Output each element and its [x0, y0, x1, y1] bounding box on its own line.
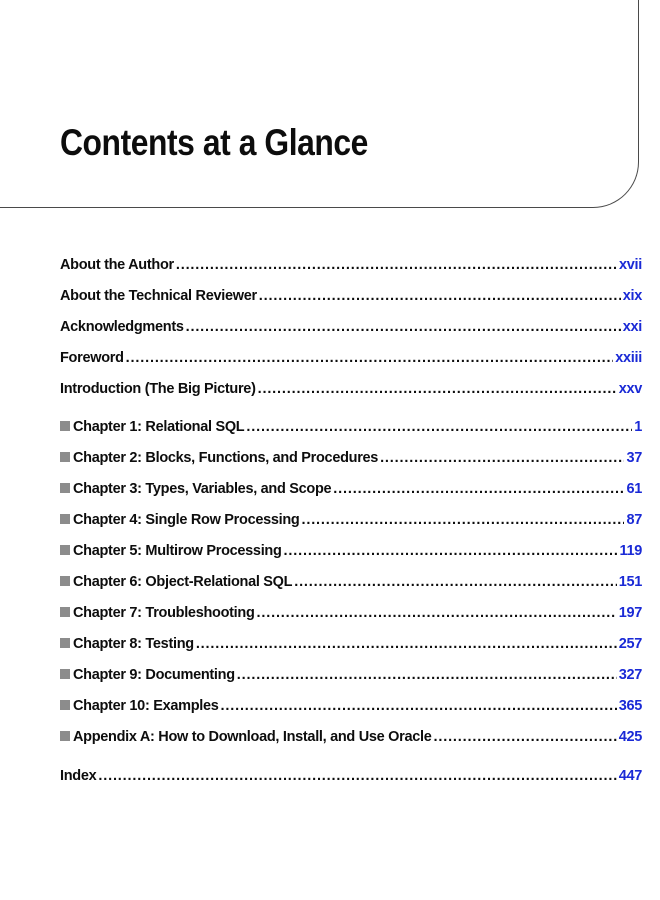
toc-entry[interactable]: [60, 691, 642, 722]
toc-entry-label: Appendix A: How to Download, Install, and Use Oracle: [73, 729, 432, 745]
toc-entry-label: Chapter 6: Object-Relational SQL: [73, 574, 293, 590]
square-bullet-icon: [60, 607, 70, 617]
front-matter-list: [60, 250, 642, 405]
toc-entry[interactable]: [60, 722, 642, 753]
dot-leader: [380, 443, 624, 474]
square-bullet-icon: [60, 669, 70, 679]
back-matter-list: [60, 761, 642, 792]
toc-entry-label: Chapter 2: Blocks, Functions, and Procedures: [73, 450, 379, 466]
toc-entry[interactable]: [60, 660, 642, 691]
toc-entry-page-number[interactable]: 87: [626, 512, 642, 528]
toc-entry[interactable]: [60, 312, 642, 343]
square-bullet-icon: [60, 514, 70, 524]
toc-entry[interactable]: [60, 374, 642, 405]
toc-entry[interactable]: [60, 412, 642, 443]
toc-entry-label: Index: [60, 768, 97, 784]
toc-entry-label: About the Author: [60, 257, 174, 273]
toc-entry-page-number[interactable]: xix: [622, 288, 642, 304]
dot-leader: [294, 567, 616, 598]
square-bullet-icon: [60, 483, 70, 493]
header-frame: [0, 0, 639, 208]
toc-entry-label: Acknowledgments: [60, 319, 184, 335]
toc-entry[interactable]: [60, 281, 642, 312]
dot-leader: [258, 374, 617, 405]
dot-leader: [284, 536, 618, 567]
dot-leader: [259, 281, 621, 312]
page-title: Contents at a Glance: [60, 122, 368, 163]
toc-entry-page-number[interactable]: 119: [619, 543, 642, 559]
toc-entry-page-number[interactable]: 365: [618, 698, 642, 714]
toc-entry[interactable]: [60, 536, 642, 567]
dot-leader: [237, 660, 617, 691]
toc-entry-label: Chapter 10: Examples: [73, 698, 219, 714]
toc-entry[interactable]: [60, 474, 642, 505]
toc-entry-page-number[interactable]: xvii: [619, 257, 642, 273]
toc-entry-label: Chapter 8: Testing: [73, 636, 194, 652]
square-bullet-icon: [60, 731, 70, 741]
toc-entry-label: Foreword: [60, 350, 124, 366]
toc-entry-label: Chapter 3: Types, Variables, and Scope: [73, 481, 332, 497]
toc-entry-label: Chapter 1: Relational SQL: [73, 419, 245, 435]
toc-entry-label: Chapter 9: Documenting: [73, 667, 235, 683]
toc-entry-page-number[interactable]: xxiii: [615, 350, 642, 366]
toc-entry-page-number[interactable]: xxi: [622, 319, 642, 335]
dot-leader: [186, 312, 621, 343]
square-bullet-icon: [60, 452, 70, 462]
toc-entry-label: Chapter 4: Single Row Processing: [73, 512, 300, 528]
dot-leader: [434, 722, 617, 753]
toc-entry-page-number[interactable]: xxv: [618, 381, 642, 397]
toc-entry-page-number[interactable]: 1: [634, 419, 642, 435]
toc-entry[interactable]: [60, 761, 642, 792]
toc-entry[interactable]: [60, 250, 642, 281]
toc-entry-page-number[interactable]: 151: [618, 574, 642, 590]
square-bullet-icon: [60, 576, 70, 586]
toc-entry-label: Chapter 5: Multirow Processing: [73, 543, 282, 559]
toc-entry-page-number[interactable]: 37: [626, 450, 642, 466]
toc-entry-label: Introduction (The Big Picture): [60, 381, 256, 397]
toc-entry[interactable]: [60, 598, 642, 629]
dot-leader: [333, 474, 624, 505]
toc-entry-page-number[interactable]: 197: [618, 605, 642, 621]
toc-entry-label: Chapter 7: Troubleshooting: [73, 605, 255, 621]
square-bullet-icon: [60, 638, 70, 648]
dot-leader: [98, 761, 616, 792]
toc-entry-page-number[interactable]: 447: [618, 768, 642, 784]
dot-leader: [246, 412, 632, 443]
square-bullet-icon: [60, 421, 70, 431]
toc-entry-page-number[interactable]: 327: [618, 667, 642, 683]
table-of-contents: [60, 250, 642, 792]
toc-entry-page-number[interactable]: 257: [618, 636, 642, 652]
dot-leader: [257, 598, 617, 629]
toc-entry-label: About the Technical Reviewer: [60, 288, 257, 304]
toc-entry[interactable]: [60, 505, 642, 536]
dot-leader: [176, 250, 617, 281]
dot-leader: [221, 691, 617, 722]
toc-entry-page-number[interactable]: 61: [626, 481, 642, 497]
toc-entry[interactable]: [60, 443, 642, 474]
dot-leader: [196, 629, 617, 660]
toc-entry[interactable]: [60, 629, 642, 660]
dot-leader: [126, 343, 614, 374]
dot-leader: [301, 505, 624, 536]
chapter-list: [60, 412, 642, 753]
toc-entry[interactable]: [60, 567, 642, 598]
square-bullet-icon: [60, 545, 70, 555]
toc-entry-page-number[interactable]: 425: [618, 729, 642, 745]
toc-entry[interactable]: [60, 343, 642, 374]
square-bullet-icon: [60, 700, 70, 710]
